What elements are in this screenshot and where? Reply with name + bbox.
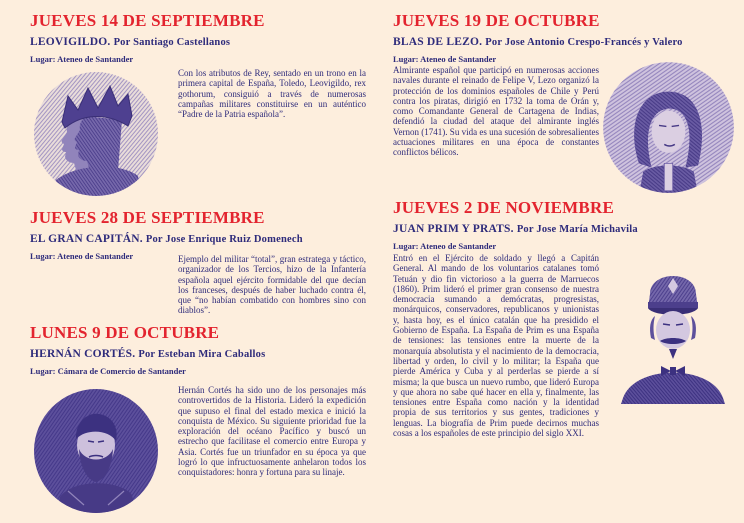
event-description: Con los atributos de Rey, sentado en un trono en la primera capital de España, Toledo, Leovigildo, rex gothorum, consiguió a través de numerosas campañas militares constituirse en un auténtico “Padre de la Patria española”. [178,68,366,120]
event-title [393,224,733,236]
event-title [30,349,370,361]
venue-label: Lugar: [393,53,419,64]
event-title [30,234,370,246]
event-title [393,37,733,49]
event-speaker: Por Jose María Michavila [516,224,638,235]
event-description: Entró en el Ejército de soldado y llegó a Capitán General. Al mando de los voluntarios catalanes tomó Tetuán y dio fin victorioso a la guerra de Marruecos (1860). Prim lideró el primer gran consenso de nuestra democracia sumando a demócratas, progresistas, monárquicos, conservadores, republicanos y unionistas y, hasta hoy, es el único catalán que ha presidido el Gobierno de España. La España de Prim es una España de tensiones: las tensiones entre la muerte de la monarquía absolutista y el nacimiento de la democracia, libertad y orden, lo civil y lo militar; la España que pierde América y Cuba y al perderlas se pierde a sí misma; la que busca un nuevo rumbo, que lideró Europa y que ahora no sabe qué hacer en ella y, finalmente, las tensiones entre España como nación y la identidad propia de sus territorios y sus gentes, tradiciones y lenguas. La biografía de Prim puede decirnos muchas cosas a los españoles de este principio del siglo XXI. [393,253,599,439]
event-date: JUEVES 14 DE SEPTIEMBRE [30,11,265,30]
event-name: LEOVIGILDO. [30,36,111,48]
leovigildo-portrait-engraving [32,70,160,198]
venue-value: Ateneo de Santander [420,240,497,251]
venue-label: Lugar: [30,250,56,261]
event-header-gran-capitan [30,209,370,260]
venue-value: Ateneo de Santander [57,53,134,64]
event-venue [30,367,370,376]
event-title [30,37,370,49]
hernan-cortes-portrait-engraving [32,387,160,515]
event-name: JUAN PRIM Y PRATS. [393,223,514,235]
event-description: Ejemplo del militar “total”, gran estratega y táctico, organizador de los Tercios, hizo de la Infantería española aquel ejército formidable del que decían los franceses, después de haber luchado contra él, que “no habían combatido con hombres sino con diablos”. [178,254,366,316]
event-date: JUEVES 19 DE OCTUBRE [393,11,600,30]
event-header-hernan-cortes [30,324,370,375]
event-speaker: Por Esteban Mira Caballos [138,349,266,360]
venue-value: Ateneo de Santander [57,250,134,261]
event-venue [393,242,733,251]
event-name: HERNÁN CORTÉS. [30,348,136,360]
event-venue [30,55,370,64]
event-name: BLAS DE LEZO. [393,36,483,48]
event-date: JUEVES 2 DE NOVIEMBRE [393,198,614,217]
event-speaker: Por Santiago Castellanos [113,37,231,48]
venue-label: Lugar: [30,53,56,64]
event-header-blas-de-lezo [393,12,733,63]
venue-value: Cámara de Comercio de Santander [57,365,186,376]
juan-prim-portrait-engraving [603,258,741,404]
venue-label: Lugar: [30,365,56,376]
event-description: Hernán Cortés ha sido uno de los personajes más controvertidos de la Historia. Lideró la expedición que supuso el final del estado mexica e inició la conquista de México. Su siguiente prioridad fue la exploración del océano Pacífico y buscó un estrecho que facilitase el comercio entre Europa y Asia. Cortés fue un triunfador en su época ya que logró lo que infructuosamente anhelaron todos los conquistadores: honra y fortuna para su linaje. [178,385,366,478]
blas-de-lezo-portrait-engraving [601,60,736,195]
event-name: EL GRAN CAPITÁN. [30,233,143,245]
event-header-leovigildo [30,12,370,63]
event-description: Almirante español que participó en numerosas acciones navales durante el reinado de Felipe V, Lezo organizó la protección de los dominios españoles de Chile y Perú contra los piratas, dirigió en 1732 la toma de Orán y, como Comandante General de Cartagena de Indias, defendió la ciudad del ataque del almirante inglés Vernon (1741). Su vida es una sucesión de sobresalientes actuaciones militares en una época de constantes conflictos bélicos. [393,65,599,158]
event-header-juan-prim [393,199,733,250]
event-speaker: Por Jose Antonio Crespo-Francés y Valero [485,37,683,48]
venue-value: Ateneo de Santander [420,53,497,64]
event-speaker: Por Jose Enrique Ruiz Domenech [145,234,303,245]
venue-label: Lugar: [393,240,419,251]
event-date: LUNES 9 DE OCTUBRE [30,323,220,342]
event-date: JUEVES 28 DE SEPTIEMBRE [30,208,265,227]
